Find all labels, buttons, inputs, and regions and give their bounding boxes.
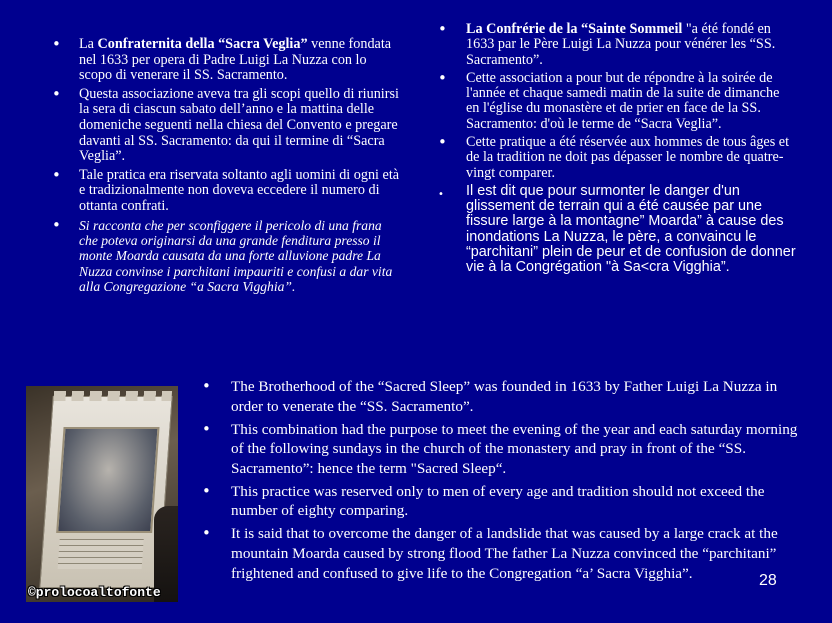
french-paragraph-1: • La Confrérie de la “Sainte Sommeil "a été fondé en 1633 par le Père Luigi La Nuzza pour vénérer les “SS. Sacramento”. bbox=[438, 20, 776, 68]
english-paragraph-1: • The Brotherhood of the “Sacred Sleep” was founded in 1633 by Father Luigi La Nuzza in order to venerate the “SS. Sacramento”. bbox=[202, 377, 778, 415]
bullet-icon: • bbox=[202, 377, 211, 395]
bullet-icon: • bbox=[202, 481, 211, 500]
french-paragraph-3: • Cette pratique a été réservée aux hommes de tous âges et de la tradition ne doit pas dépasser le nombre de quatre-vingt comparer. bbox=[438, 133, 790, 181]
french-paragraph-4: • Il est dit que pour surmonter le danger d'un glissement de terrain qui a été causée par une fissure large à la montagne” Moarda” à cause des inondations La Nuzza, le père, a convaincu le “parchitani” plein de peur et de confusion de donner vie à la Congrégation "à Sa<cra Vigghia”. bbox=[438, 182, 796, 275]
bullet-icon: • bbox=[202, 419, 211, 438]
confraternity-banner bbox=[39, 396, 172, 588]
english-text-column bbox=[202, 377, 801, 587]
photo-watermark: ©prolocoaltofonte bbox=[28, 585, 161, 600]
italian-paragraph-2: • Questa associazione aveva tra gli scopi quello di riunirsi la sera di ciascun sabato dell’anno e la mattina delle domeniche seguenti nella chiesa del Convento e pregare davanti al SS. Sacramento: da qui il termine di “Sacra Veglia”. bbox=[52, 84, 399, 165]
italian-paragraph-3: • Tale pratica era riservata soltanto agli uomini di ogni età e tradizionalmente non doveva eccedere il numero di ottanta confrati. bbox=[52, 165, 400, 214]
bullet-icon: • bbox=[438, 133, 447, 152]
english-paragraph-2: • This combination had the purpose to meet the evening of the year and each saturday morning of the following sundays in the church of the monastery and pray in front of the “SS. Sacramento”: hence the term "Sacred Sleep“. bbox=[202, 419, 798, 477]
banner-photo bbox=[26, 386, 178, 602]
french-text-column bbox=[438, 20, 796, 278]
bullet-icon: • bbox=[52, 215, 61, 234]
italian-paragraph-1: • La Confraternita della “Sacra Veglia” venne fondata nel 1633 per opera di Padre Luigi La Nuzza con lo scopo di venerare il SS. Sacramento. bbox=[52, 35, 392, 84]
bullet-icon: • bbox=[438, 68, 447, 87]
bullet-icon: • bbox=[52, 165, 61, 184]
bullet-icon: • bbox=[52, 84, 61, 103]
french-paragraph-2: • Cette association a pour but de répondre à la soirée de l'année et chaque samedi matin de la suite de dimanche en l'église du monastère et de prier en face de la SS. Sacramento: d'où le terme de “Sacra Veglia”. bbox=[438, 68, 780, 132]
bullet-icon: • bbox=[52, 35, 61, 53]
italian-paragraph-4: • Si racconta che per sconfiggere il pericolo di una frana che poteva originarsi da una grande fenditura presso il monte Moarda causata da una forte alluvione padre La Nuzza convinse i parchitani impauriti e confusi a dar vita alla Congregazione “a Sacra Vigghia”. bbox=[52, 215, 393, 295]
english-paragraph-3: • This practice was reserved only to men of every age and tradition should not exceed the number of eighty comparing. bbox=[202, 481, 765, 520]
italian-text-column bbox=[52, 35, 401, 298]
confrerie-title: La Confrérie de la “Sainte Sommeil bbox=[466, 21, 683, 37]
sacred-image bbox=[56, 427, 159, 533]
bullet-icon: • bbox=[438, 20, 447, 38]
english-paragraph-4: • It is said that to overcome the danger of a landslide that was caused by a large crack at the mountain Moarda caused by strong flood The father La Nuzza convinced the “parchitani” frightened and confused to give life to the Congregation “a’ Sacra Vigghia”. bbox=[202, 524, 778, 582]
bullet-icon: • bbox=[438, 188, 444, 200]
bullet-icon: • bbox=[202, 524, 211, 543]
page-number: 28 bbox=[759, 572, 777, 589]
confraternita-title: Confraternita della “Sacra Veglia” bbox=[97, 36, 308, 52]
